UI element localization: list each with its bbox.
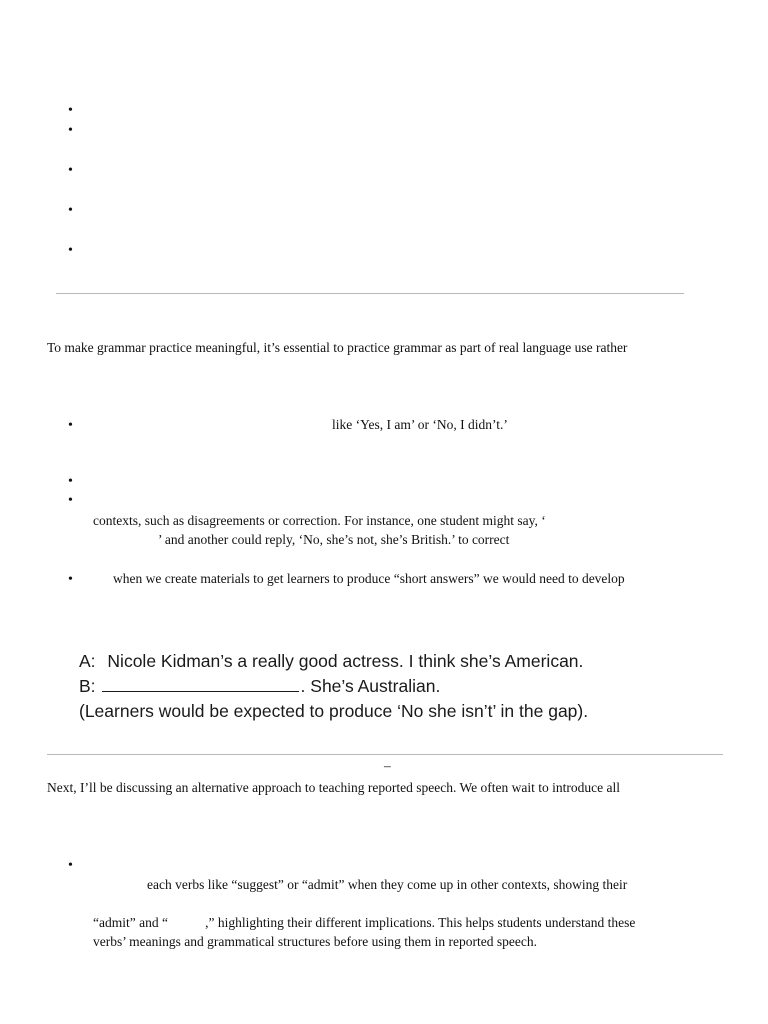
section2-dash: – bbox=[384, 758, 391, 773]
bullet-marker: • bbox=[68, 123, 73, 138]
section2-intro: Next, I’ll be discussing an alternative approach to teaching reported speech. We often wait to introduce all bbox=[47, 780, 620, 795]
section1-bullet4-line2: ’ and another could reply, ‘No, she’s not, she’s British.’ to correct bbox=[158, 532, 510, 547]
bullet-marker: • bbox=[68, 858, 73, 873]
bullet-marker: • bbox=[68, 163, 73, 178]
bullet-marker: • bbox=[68, 572, 73, 587]
section-divider bbox=[47, 754, 723, 755]
section2-bullet1-line2: “admit” and “ ,” highlighting their different implications. This helps students understand these bbox=[93, 915, 636, 930]
bullet-marker: • bbox=[68, 243, 73, 258]
section2-bullet1-line3: verbs’ meanings and grammatical structures before using them in reported speech. bbox=[93, 934, 537, 949]
section1-intro: To make grammar practice meaningful, it’s essential to practice grammar as part of real language use rather bbox=[47, 340, 628, 355]
example-note: (Learners would be expected to produce ‘No she isn’t’ in the gap). bbox=[79, 701, 589, 721]
section-divider bbox=[56, 293, 684, 294]
section2-bullet1-line1: each verbs like “suggest” or “admit” when they come up in other contexts, showing their bbox=[147, 877, 628, 892]
section1-bullet1-text: like ‘Yes, I am’ or ‘No, I didn’t.’ bbox=[332, 417, 508, 432]
section1-bullet4-line1: contexts, such as disagreements or correction. For instance, one student might say, ‘ bbox=[93, 513, 546, 528]
bullet-marker: • bbox=[68, 103, 73, 118]
speaker-b-label: B: bbox=[79, 676, 96, 696]
bullet-marker: • bbox=[68, 418, 73, 433]
section1-bullet5-text: when we create materials to get learners to produce “short answers” we would need to develop bbox=[113, 571, 625, 586]
bullet-marker: • bbox=[68, 474, 73, 489]
speaker-a-label: A: bbox=[79, 651, 96, 671]
example-line-b bbox=[79, 676, 440, 697]
line-a-text: Nicole Kidman’s a really good actress. I think she’s American. bbox=[107, 651, 584, 671]
example-dialogue bbox=[70, 641, 660, 731]
line-b-text: . She’s Australian. bbox=[300, 676, 441, 696]
answer-gap bbox=[102, 676, 299, 692]
bullet-marker: • bbox=[68, 203, 73, 218]
bullet-marker: • bbox=[68, 493, 73, 508]
example-line-a bbox=[79, 651, 583, 672]
